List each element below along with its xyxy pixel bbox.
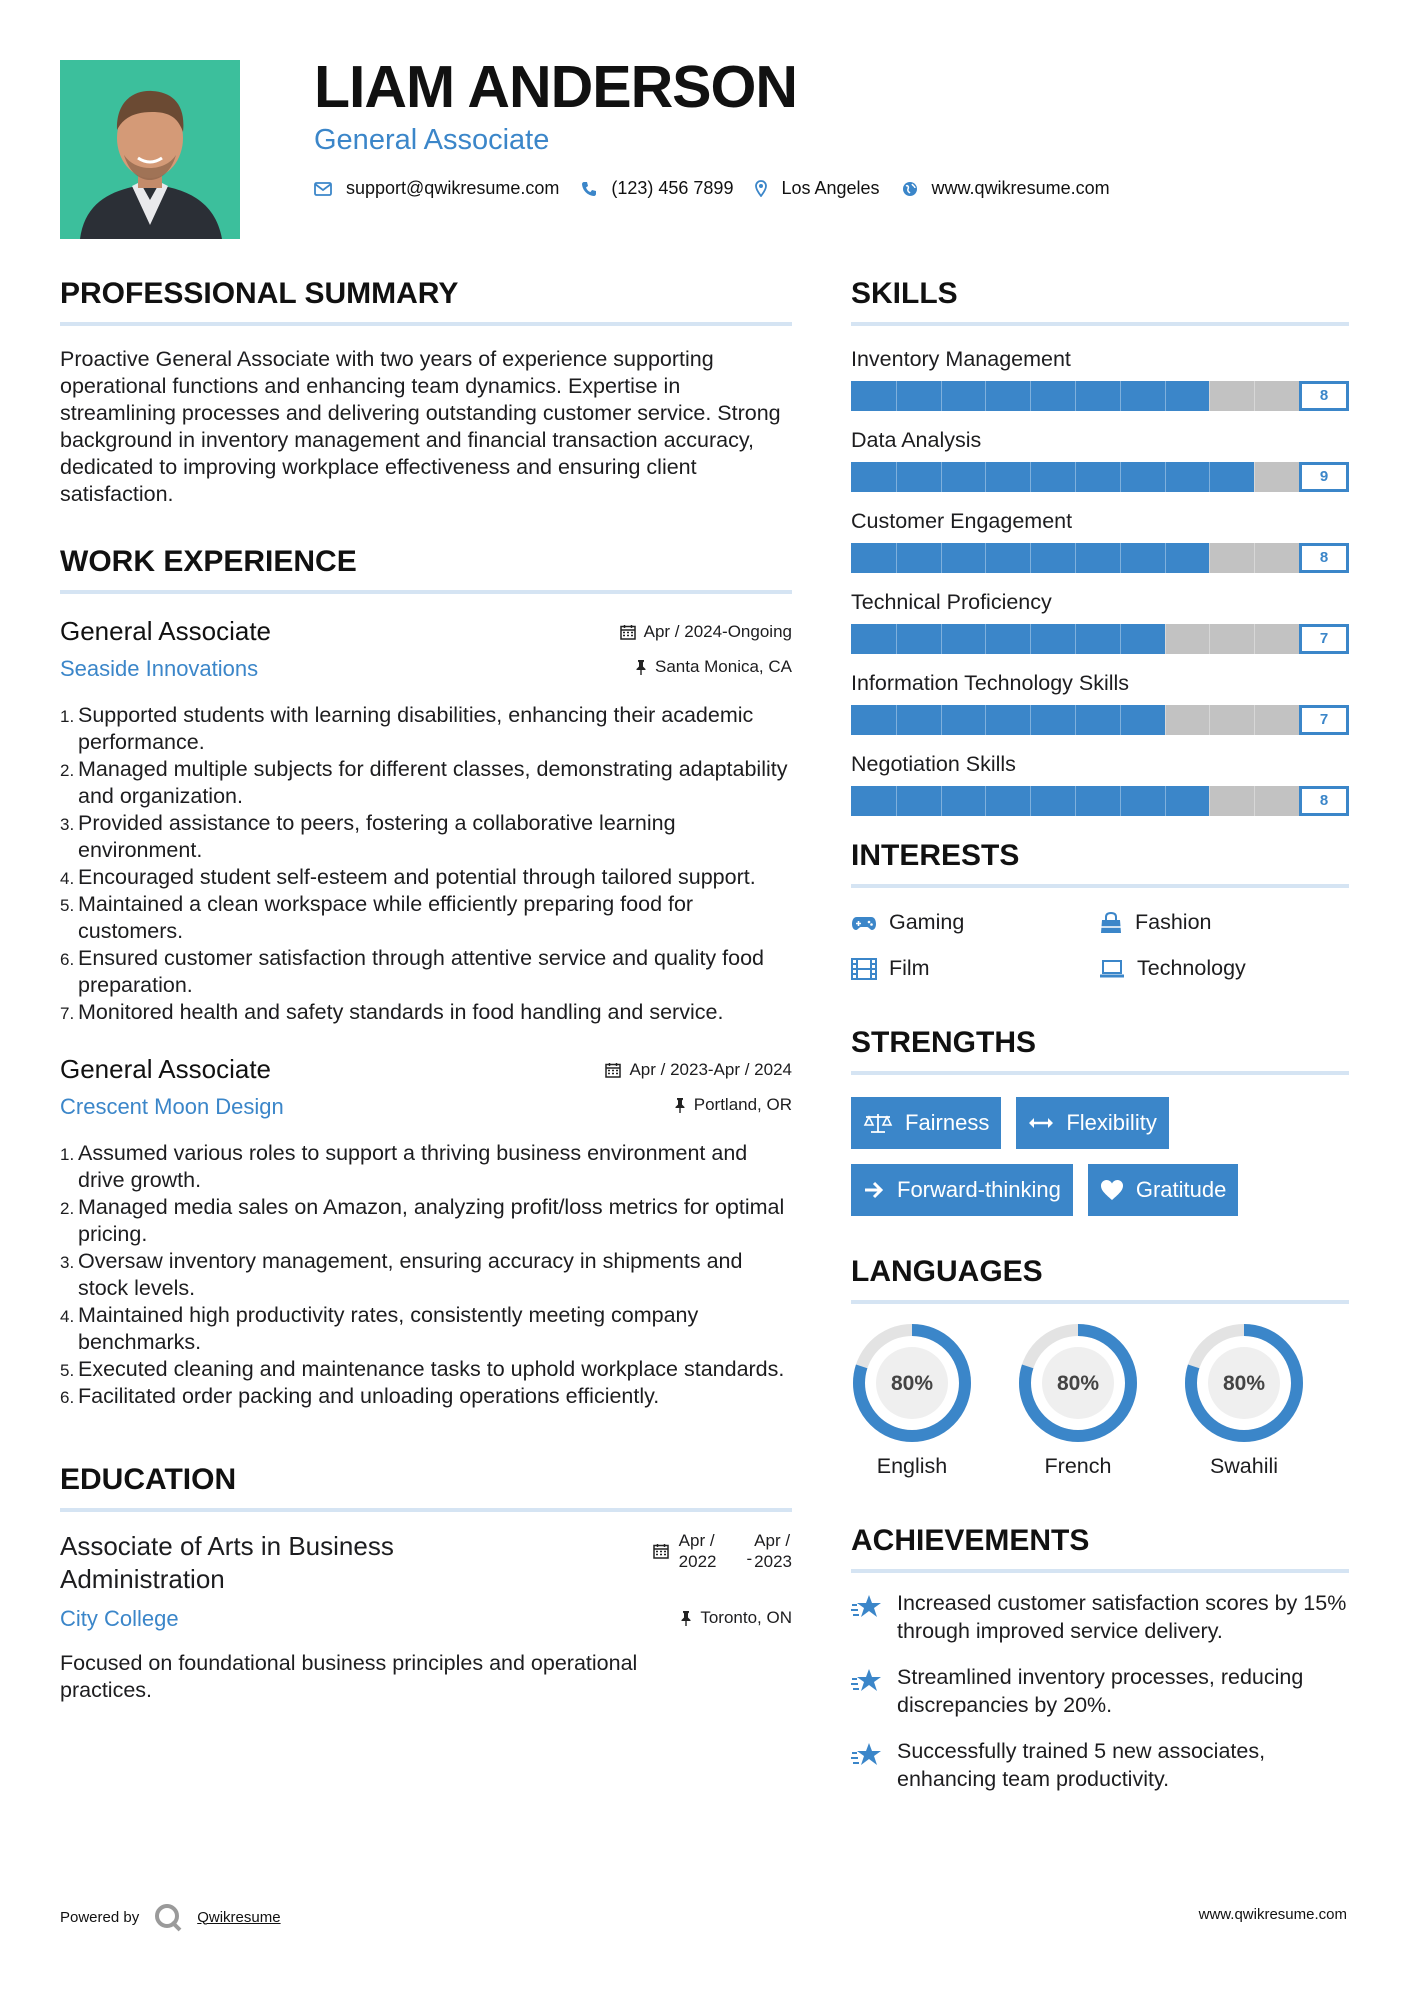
language-ring xyxy=(1017,1322,1139,1444)
skill-bar xyxy=(851,705,1349,735)
interest-item xyxy=(1099,910,1347,935)
laptop-icon xyxy=(1099,959,1125,979)
interest-item xyxy=(851,956,1099,981)
skill-bar xyxy=(851,786,1349,816)
contact-website-text: www.qwikresume.com xyxy=(931,178,1110,198)
job-location-text: Portland, OR xyxy=(693,1095,792,1114)
job-date-text: Apr / 2024-Ongoing xyxy=(643,622,792,641)
job-date xyxy=(605,1060,792,1080)
job-bullets xyxy=(60,702,792,1026)
achievement-text: Successfully trained 5 new associates, enhancing team productivity. xyxy=(897,1739,1266,1791)
skill-segment-divider xyxy=(896,705,897,735)
skill-segment-divider xyxy=(1030,624,1031,654)
contact-email[interactable] xyxy=(314,178,559,199)
contact-location xyxy=(755,178,879,199)
candidate-role: General Associate xyxy=(314,124,550,156)
skill-segment-divider xyxy=(1209,462,1210,492)
interests-section xyxy=(851,838,1349,981)
language-ring xyxy=(1183,1322,1305,1444)
summary-section xyxy=(60,276,792,508)
job-date xyxy=(620,622,792,642)
language-item xyxy=(1183,1322,1349,1479)
languages-list xyxy=(851,1322,1349,1479)
skill-label: Inventory Management xyxy=(851,347,1071,371)
skills-list xyxy=(851,346,1349,816)
interest-item xyxy=(1099,956,1347,981)
skill-segment-divider xyxy=(1165,543,1166,573)
skill-fill xyxy=(851,624,1165,654)
degree-title xyxy=(60,1530,394,1596)
star-trophy-icon xyxy=(851,1667,883,1695)
skill-segment-divider xyxy=(941,705,942,735)
contact-email-text: support@qwikresume.com xyxy=(346,178,560,198)
skill-segment-divider xyxy=(1075,543,1076,573)
calendar-icon xyxy=(653,1543,669,1559)
list-item: 5. Maintained a clean workspace while efficiently preparing food for customers. xyxy=(60,892,694,943)
education-date xyxy=(653,1530,792,1572)
strengths-section xyxy=(851,1025,1349,1216)
school-name: City College xyxy=(60,1606,179,1631)
skill-bar xyxy=(851,381,1349,411)
strength-label: Gratitude xyxy=(1135,1177,1227,1202)
skill-segment-divider xyxy=(896,543,897,573)
list-item: 2. Managed multiple subjects for different classes, demonstrating adaptability and organization. xyxy=(60,757,788,808)
strength-badge xyxy=(1088,1164,1239,1216)
skill-segment-divider xyxy=(941,462,942,492)
skill-segment-divider xyxy=(985,705,986,735)
section-divider xyxy=(60,590,792,594)
skill-segment-divider xyxy=(1165,786,1166,816)
skill-segment-divider xyxy=(985,381,986,411)
summary-text: Proactive General Associate with two years of experience supporting operational functions and enhancing team dynamics. Expertise in streamlining processes and delivering outstanding customer service. Strong background in inventory management and financial transaction accuracy, dedicated to improving workplace effectiveness and ensuring client satisfaction. xyxy=(60,347,781,506)
degree-line-2: Administration xyxy=(60,1564,225,1594)
contact-website[interactable] xyxy=(902,178,1110,199)
ring-percent-text: 80% xyxy=(890,1372,934,1395)
skill-bar xyxy=(851,543,1349,573)
education-section xyxy=(60,1462,792,1704)
skill-segment-divider xyxy=(985,543,986,573)
job-header xyxy=(60,1054,792,1128)
footer-website[interactable]: www.qwikresume.com xyxy=(1198,1906,1347,1923)
strength-badge xyxy=(851,1164,1073,1216)
skill-segment-divider xyxy=(941,786,942,816)
skill-segment-divider xyxy=(1030,786,1031,816)
profile-photo xyxy=(60,60,240,239)
skill-segment-divider xyxy=(1165,705,1166,735)
skill-fill xyxy=(851,705,1165,735)
job-location xyxy=(674,1095,792,1115)
skill-segment-divider xyxy=(1209,786,1210,816)
pushpin-icon xyxy=(674,1097,686,1113)
skill-segment-divider xyxy=(941,543,942,573)
skill-item xyxy=(851,670,1349,735)
skill-segment-divider xyxy=(1165,462,1166,492)
contact-bar xyxy=(314,178,1132,199)
skill-segment-divider xyxy=(1209,381,1210,411)
job-location-text: Santa Monica, CA xyxy=(654,657,792,676)
job-entry xyxy=(60,1054,792,1410)
job-date-text: Apr / 2023-Apr / 2024 xyxy=(629,1060,792,1079)
skill-segment-divider xyxy=(1254,462,1255,492)
skill-score: 8 xyxy=(1299,786,1349,816)
section-divider xyxy=(60,1508,792,1512)
map-pin-icon xyxy=(755,180,767,197)
skill-segment-divider xyxy=(1209,543,1210,573)
skill-segment-divider xyxy=(1030,543,1031,573)
skill-segment-divider xyxy=(1254,705,1255,735)
skill-segment-divider xyxy=(1120,624,1121,654)
list-item: 6. Ensured customer satisfaction through attentive service and quality food preparation. xyxy=(60,946,764,997)
left-column xyxy=(60,276,792,1704)
skill-fill xyxy=(851,462,1254,492)
calendar-icon xyxy=(620,624,636,640)
skill-segment-divider xyxy=(1030,705,1031,735)
list-item: 6. Facilitated order packing and unloading operations efficiently. xyxy=(60,1384,660,1408)
skill-segment-divider xyxy=(1120,786,1121,816)
gamepad-icon xyxy=(851,915,877,931)
strengths-list xyxy=(851,1097,1349,1216)
skill-segment-divider xyxy=(1075,705,1076,735)
person-portrait-icon xyxy=(60,60,240,239)
ring-percent-text: 80% xyxy=(1056,1372,1100,1395)
job-bullets xyxy=(60,1140,792,1410)
arrows-horizontal-icon xyxy=(1028,1116,1054,1130)
job-title: General Associate xyxy=(60,616,272,646)
skill-segment-divider xyxy=(896,462,897,492)
language-item xyxy=(1017,1322,1183,1479)
star-trophy-icon xyxy=(851,1741,883,1769)
powered-by-text: Powered by xyxy=(60,1908,140,1926)
skill-label: Negotiation Skills xyxy=(851,752,1016,776)
skill-segment-divider xyxy=(1120,705,1121,735)
skills-section xyxy=(851,276,1349,816)
scale-icon xyxy=(863,1112,893,1134)
skill-label: Data Analysis xyxy=(851,428,982,452)
strength-badge xyxy=(1016,1097,1168,1149)
skill-item xyxy=(851,751,1349,816)
list-item: 7. Monitored health and safety standards in food handling and service. xyxy=(60,1000,724,1024)
language-item xyxy=(851,1322,1017,1479)
skill-score: 7 xyxy=(1299,624,1349,654)
skill-segment-divider xyxy=(1030,381,1031,411)
envelope-icon xyxy=(314,182,332,196)
list-item: 1. Supported students with learning disabilities, enhancing their academic performance. xyxy=(60,703,754,754)
skill-segment-divider xyxy=(985,624,986,654)
list-item: 2. Managed media sales on Amazon, analyzing profit/loss metrics for optimal pricing. xyxy=(60,1195,785,1246)
languages-title: LANGUAGES xyxy=(851,1255,1043,1288)
list-item: 1. Assumed various roles to support a thriving business environment and drive growth. xyxy=(60,1141,748,1192)
skill-segment-divider xyxy=(1075,786,1076,816)
skill-segment-divider xyxy=(985,462,986,492)
star-trophy-icon xyxy=(851,1593,883,1621)
language-ring xyxy=(851,1322,973,1444)
skill-segment-divider xyxy=(1120,381,1121,411)
degree-line-1: Associate of Arts in Business xyxy=(60,1531,394,1561)
education-location: Toronto, ON xyxy=(680,1608,792,1628)
skill-segment-divider xyxy=(896,624,897,654)
skill-segment-divider xyxy=(941,624,942,654)
job-company: Seaside Innovations xyxy=(60,656,259,681)
strength-badge xyxy=(851,1097,1001,1149)
interest-label: Technology xyxy=(1137,956,1246,980)
skill-segment-divider xyxy=(985,786,986,816)
strength-label: Forward-thinking xyxy=(897,1177,1061,1202)
job-location xyxy=(635,657,792,677)
language-name: Swahili xyxy=(1209,1454,1279,1478)
skill-segment-divider xyxy=(1075,624,1076,654)
list-item: 4. Encouraged student self-esteem and potential through tailored support. xyxy=(60,865,756,889)
arrow-right-icon xyxy=(863,1180,885,1200)
skill-label: Information Technology Skills xyxy=(851,671,1130,695)
skill-segment-divider xyxy=(1075,381,1076,411)
summary-title: PROFESSIONAL SUMMARY xyxy=(60,277,459,310)
skill-label: Technical Proficiency xyxy=(851,590,1052,614)
job-company: Crescent Moon Design xyxy=(60,1094,284,1119)
skills-title: SKILLS xyxy=(851,277,958,310)
strength-label: Fairness xyxy=(905,1110,990,1135)
skill-segment-divider xyxy=(1254,381,1255,411)
achievement-text: Increased customer satisfaction scores by 15% through improved service delivery. xyxy=(897,1591,1347,1643)
skill-segment-divider xyxy=(1254,624,1255,654)
brand-link[interactable]: Qwikresume xyxy=(197,1908,281,1926)
skill-segment-divider xyxy=(1254,786,1255,816)
job-title: General Associate xyxy=(60,1054,272,1084)
contact-location-text: Los Angeles xyxy=(781,178,880,198)
section-divider xyxy=(851,1300,1349,1304)
interests-list xyxy=(851,910,1349,981)
shopping-bag-icon xyxy=(1099,912,1123,934)
skill-segment-divider xyxy=(1120,462,1121,492)
section-divider xyxy=(851,1569,1349,1573)
list-item: 4. Maintained high productivity rates, consistently meeting company benchmarks. xyxy=(60,1303,699,1354)
interests-title: INTERESTS xyxy=(851,839,1020,872)
calendar-icon xyxy=(605,1062,621,1078)
skill-segment-divider xyxy=(1209,705,1210,735)
skill-segment-divider xyxy=(1165,624,1166,654)
film-icon xyxy=(851,958,877,980)
skill-segment-divider xyxy=(896,786,897,816)
achievement-item xyxy=(851,1737,1349,1793)
skill-label: Customer Engagement xyxy=(851,509,1073,533)
globe-icon xyxy=(902,181,918,197)
skill-bar xyxy=(851,462,1349,492)
skill-segment-divider xyxy=(896,381,897,411)
right-column xyxy=(851,276,1349,1793)
qwikresume-logo-icon xyxy=(153,1902,183,1932)
interest-label: Film xyxy=(889,956,930,980)
education-title: EDUCATION xyxy=(60,1463,237,1496)
interest-item xyxy=(851,910,1099,935)
skill-item xyxy=(851,346,1349,411)
skill-bar xyxy=(851,624,1349,654)
skill-item xyxy=(851,427,1349,492)
achievement-text: Streamlined inventory processes, reducing discrepancies by 20%. xyxy=(897,1665,1304,1717)
list-item: 5. Executed cleaning and maintenance tasks to uphold workplace standards. xyxy=(60,1357,785,1381)
candidate-name: LIAM ANDERSON xyxy=(314,54,798,120)
education-header xyxy=(60,1530,792,1650)
interest-label: Gaming xyxy=(889,910,965,934)
languages-section xyxy=(851,1254,1349,1479)
ring-percent-text: 80% xyxy=(1222,1372,1266,1395)
education-description: Focused on foundational business principles and operational practices. xyxy=(60,1651,638,1702)
strengths-title: STRENGTHS xyxy=(851,1026,1037,1059)
language-name: French xyxy=(1044,1454,1112,1478)
skill-segment-divider xyxy=(1209,624,1210,654)
job-header xyxy=(60,616,792,690)
job-entry xyxy=(60,616,792,1026)
section-divider xyxy=(851,884,1349,888)
skill-segment-divider xyxy=(1075,462,1076,492)
experience-title: WORK EXPERIENCE xyxy=(60,545,357,578)
section-divider xyxy=(60,322,792,326)
achievements-list xyxy=(851,1589,1349,1793)
contact-phone[interactable] xyxy=(581,178,733,199)
pushpin-icon xyxy=(635,659,647,675)
section-divider xyxy=(851,322,1349,326)
skill-segment-divider xyxy=(1120,543,1121,573)
pushpin-icon xyxy=(680,1610,692,1626)
list-item: 3. Provided assistance to peers, fostering a collaborative learning environment. xyxy=(60,811,676,862)
strength-label: Flexibility xyxy=(1066,1110,1157,1135)
skill-score: 7 xyxy=(1299,705,1349,735)
interest-label: Fashion xyxy=(1135,910,1212,934)
date-dash: - xyxy=(746,1548,753,1568)
skill-segment-divider xyxy=(1254,543,1255,573)
skill-score: 9 xyxy=(1299,462,1349,492)
footer-powered-by xyxy=(60,1902,281,1932)
experience-section xyxy=(60,544,792,1410)
education-end: Apr / 2023 xyxy=(754,1531,792,1571)
list-item: 3. Oversaw inventory management, ensuring accuracy in shipments and stock levels. xyxy=(60,1249,743,1300)
language-name: English xyxy=(876,1454,948,1478)
skill-segment-divider xyxy=(1165,381,1166,411)
achievement-item xyxy=(851,1589,1349,1645)
contact-phone-text: (123) 456 7899 xyxy=(611,178,734,198)
skill-segment-divider xyxy=(1030,462,1031,492)
achievements-section xyxy=(851,1523,1349,1793)
achievement-item xyxy=(851,1663,1349,1719)
heart-icon xyxy=(1100,1179,1124,1201)
skill-score: 8 xyxy=(1299,543,1349,573)
skill-segment-divider xyxy=(941,381,942,411)
section-divider xyxy=(851,1071,1349,1075)
education-start: Apr / 2022 xyxy=(678,1531,717,1571)
phone-icon xyxy=(581,181,597,197)
skill-item xyxy=(851,589,1349,654)
skill-score: 8 xyxy=(1299,381,1349,411)
skill-item xyxy=(851,508,1349,573)
achievements-title: ACHIEVEMENTS xyxy=(851,1524,1090,1557)
